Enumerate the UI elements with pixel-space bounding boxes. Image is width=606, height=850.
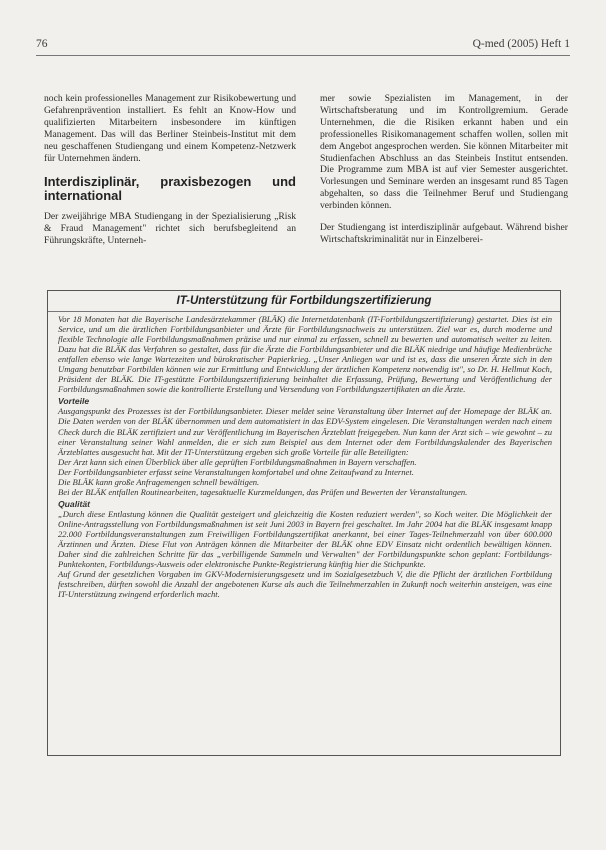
right-paragraph-1: mer sowie Spezialisten im Management, in der Wirtschaftsberatung und im Kontrollgremium. Gerade Unternehmen, die die Risiken erkannt haben und ein professionelles Risikomanagement schaffen wollen, sollen mit dem Angebot angesprochen werden. Sie können Mitarbeiter mit Studienfachen Abschluss an das Steinbeis Institut entsenden. Die Programme zum MBA ist auf vier Semester ausgerichtet. Vorlesungen und Seminare werden an insgesamt rund 85 Tagen abgehalten, so dass die Teilnehmer Beruf und Studiengang verbinden können. bbox=[320, 93, 568, 212]
left-column bbox=[44, 93, 296, 247]
info-box-body bbox=[58, 314, 552, 599]
journal-reference: Q-med (2005) Heft 1 bbox=[472, 38, 570, 50]
left-paragraph-1: noch kein professionelles Management zur Risikobewertung und Gefahrenprävention installiert. Es fehlt an Know-How und qualifizierten Mitarbeitern insbesondere im künftigen Management. Das will das Berliner Steinbeis-Institut mit dem neu geschaffenen Studiengang und einem Kompetenz-Netzwerk für Unternehmen ändern. bbox=[44, 93, 296, 164]
subheading-qualitaet: Qualität bbox=[58, 498, 90, 509]
qualitaet-paragraph-2: Auf Grund der gesetzlichen Vorgaben im GKV-Modernisierungsgesetz und im Sozialgesetzbuch V, die die Pflicht der ärztlichen Fortbildung festschreiben, dürften sowohl die Anzahl der angebotenen Kurse als auch die Teilnehmerzahlen in Zukunft noch weiterhin ansteigen, was eine IT-Unterstützung zwingend erforderlich macht. bbox=[58, 569, 552, 600]
header-rule bbox=[36, 55, 570, 56]
bullet-item: Die BLÄK kann große Anfragemengen schnell bewältigen. bbox=[58, 476, 260, 487]
right-column bbox=[320, 93, 568, 246]
info-box-title: IT-Unterstützung für Fortbildungszertifizierung bbox=[48, 291, 560, 312]
right-paragraph-2: Der Studiengang ist interdisziplinär aufgebaut. Während bisher Wirtschaftskriminalität nur in Einzelberei- bbox=[320, 222, 568, 245]
page-header bbox=[36, 38, 570, 54]
page-number: 76 bbox=[36, 38, 48, 50]
section-heading: Interdisziplinär, praxisbezogen und international bbox=[44, 174, 296, 204]
bullet-item: Der Fortbildungsanbieter erfasst seine Veranstaltungen komfortabel und ohne Zeitaufwand zu Internet. bbox=[58, 466, 414, 477]
left-paragraph-2: Der zweijährige MBA Studiengang in der Spezialisierung „Risk & Fraud Management" richtet sich berufsbegleitend an Führungskräfte, Unterneh- bbox=[44, 211, 296, 247]
box-intro: Vor 18 Monaten hat die Bayerische Landesärztekammer (BLÄK) die Internetdatenbank (IT-Fortbildungszertifizierung) gestartet. Dies ist ein Service, und um die ärztlichen Fortbildungsanbieter und Ärzte für Fortbildungsnachweis zu unterstützen. Ziel war es, durch moderne und flexible Technologie alle Fortbildungsmaßnahmen präzise und nur einmal zu erfassen, schnell zu bewerten und automatisch weiter zu leiten. Dazu hat die BLÄK das Verfahren so gestaltet, dass für die Ärzte die Fortbildungsanbieter und die BLÄK niedrige und häufige Medienbrüche entfallen ebenso wie lange Wartezeiten und bürokratischer Papierkrieg. „Unser Anliegen war und ist es, dass die unseren Ärzte sich in den Umgang benutzbar Fortbilden können wie zur Ermittlung und Entwicklung der ärztlichen Kompetenz notwendig ist", so Dr. H. Hellmut Koch, Präsident der BLÄK. Die IT-gestützte Fortbildungszertifizierung beinhaltet die Erfassung, Prüfung, Bewertung und Veröffentlichung der Fortbildungsmaßnahmen sowie die kontrollierte Erstellung und Versendung von Fortbildungszertifikaten an die Ärzte. bbox=[58, 314, 552, 395]
vorteile-text: Ausgangspunkt des Prozesses ist der Fortbildungsanbieter. Dieser meldet seine Veranstaltung über Internet auf der Homepage der BLÄK an. Die Daten werden von der BLÄK übernommen und dem automatisiert in das EDV-System eingelesen. Die Veranstaltungen werden nach einem Check durch die BLÄK zertifiziert und zur Veröffentlichung im Bayerischen Ärzteblatt freigegeben. Nun kann der Arzt sich – wie gewohnt – zu einer Veranstaltung seiner Wahl anmelden, die er sich zum Beispiel aus dem Internet oder dem Fortbildungskalender des Bayerischen Ärzteblattes ausgesucht hat. Mit der IT-Unterstützung ergeben sich große Vorteile für alle Beteiligten: bbox=[58, 406, 552, 457]
subheading-vorteile: Vorteile bbox=[58, 396, 90, 407]
bullet-item: Bei der BLÄK entfallen Routinearbeiten, tagesaktuelle Kurzmeldungen, das Prüfen und Bewerten der Veranstaltungen. bbox=[58, 486, 468, 497]
info-box bbox=[47, 290, 561, 756]
qualitaet-paragraph-1: „Durch diese Entlastung können die Qualität gesteigert und gleichzeitig die Kosten reduziert werden", so Koch weiter. Die Möglichkeit der Online-Antragsstellung von Fortbildungsmaßnahmen ist seit Juni 2003 in Bayern frei geschaltet. Im Jahr 2004 hat die BLÄK insgesamt knapp 22.000 Fortbildungsveranstaltungen zum Freiwilligen Fortbildungszertifikat anerkannt, bei einer Tages-Teilnehmerzahl von über 600.000 Ärztinnen und Ärzten. Diese Flut von Anträgen können die Mitarbeiter der BLÄK ohne EDV Einsatz nicht ordentlich bewältigen können. Daher sind die zahlreichen Schritte für das „verbilligende Sammeln und Verwalten" der Fortbildungspunkte schon geplant: Fortbildungs-Punktekonten, Fortbildungs-Ausweis oder elektronische Punkte-Registrierung künftig hier die Stichpunkte. bbox=[58, 508, 552, 570]
bullet-item: Der Arzt kann sich einen Überblick über alle geprüften Fortbildungsmaßnahmen in Bayern verschaffen. bbox=[58, 456, 417, 467]
